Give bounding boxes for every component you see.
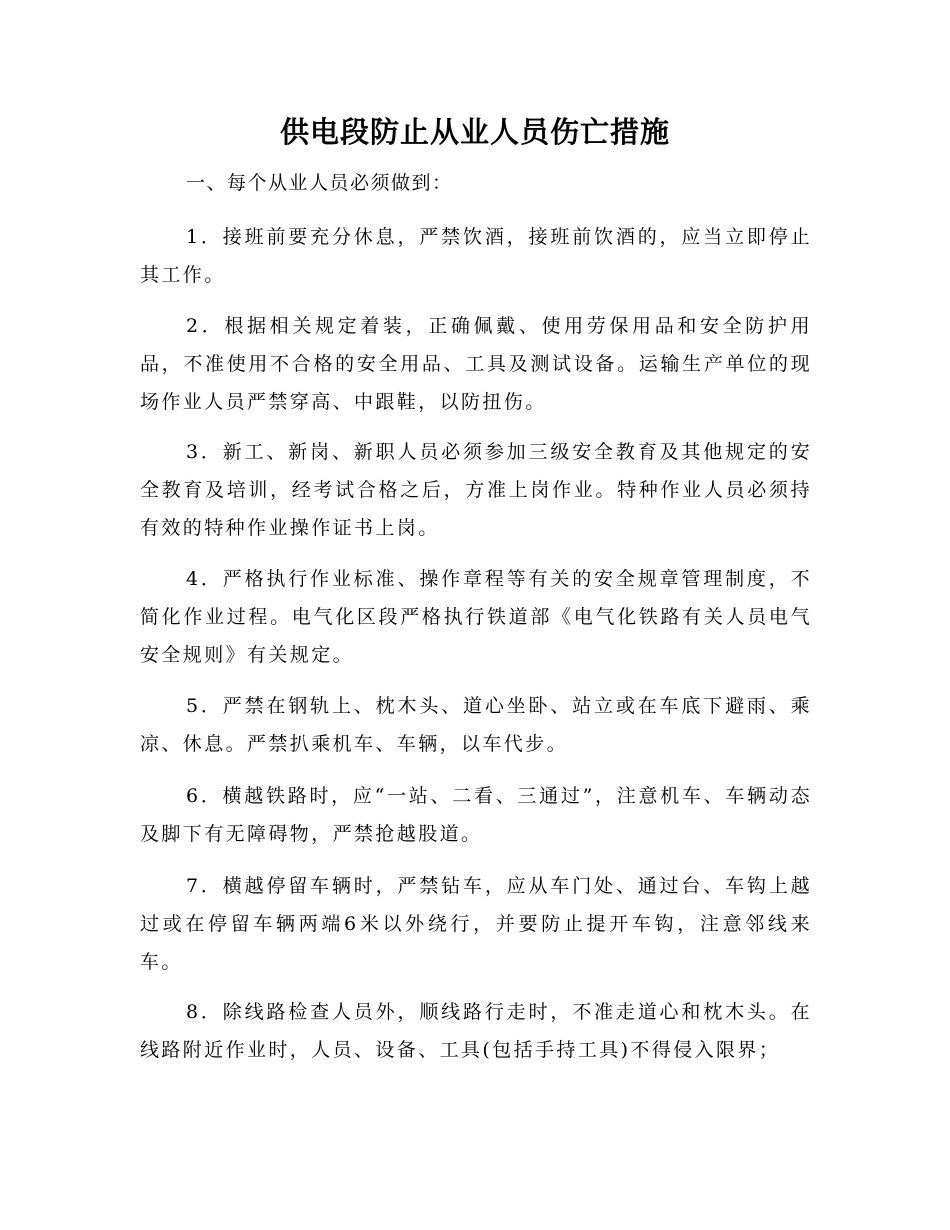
section-heading: 一、每个从业人员必须做到： <box>186 172 453 194</box>
paragraph-3: 3．新工、新岗、新职人员必须参加三级安全教育及其他规定的安全教育及培训，经考试合格之后，方准上岗作业。特种作业人员必须持有效的特种作业操作证书上岗。 <box>140 441 812 539</box>
paragraph-8: 8．除线路检查人员外，顺线路行走时，不准走道心和枕木头。在线路附近作业时，人员、设备、工具(包括手持工具)不得侵入限界； <box>140 1001 812 1061</box>
paragraph-1: 1．接班前要充分休息，严禁饮酒，接班前饮酒的，应当立即停止其工作。 <box>140 226 812 286</box>
paragraph-4: 4．严格执行作业标准、操作章程等有关的安全规章管理制度，不简化作业过程。电气化区段严格执行铁道部《电气化铁路有关人员电气安全规则》有关规定。 <box>140 568 812 666</box>
paragraph-5: 5．严禁在钢轨上、枕木头、道心坐卧、站立或在车底下避雨、乘凉、休息。严禁扒乘机车、车辆，以车代步。 <box>140 695 812 755</box>
paragraph-7: 7．横越停留车辆时，严禁钻车，应从车门处、通过台、车钩上越过或在停留车辆两端6米以外绕行，并要防止提开车钩，注意邻线来车。 <box>140 875 812 973</box>
document-title: 供电段防止从业人员伤亡措施 <box>279 115 670 149</box>
paragraph-6: 6．横越铁路时，应“一站、二看、三通过”，注意机车、车辆动态及脚下有无障碍物，严禁抢越股道。 <box>140 785 812 845</box>
paragraph-2: 2．根据相关规定着装，正确佩戴、使用劳保用品和安全防护用品，不准使用不合格的安全用品、工具及测试设备。运输生产单位的现场作业人员严禁穿高、中跟鞋，以防扭伤。 <box>140 315 812 413</box>
